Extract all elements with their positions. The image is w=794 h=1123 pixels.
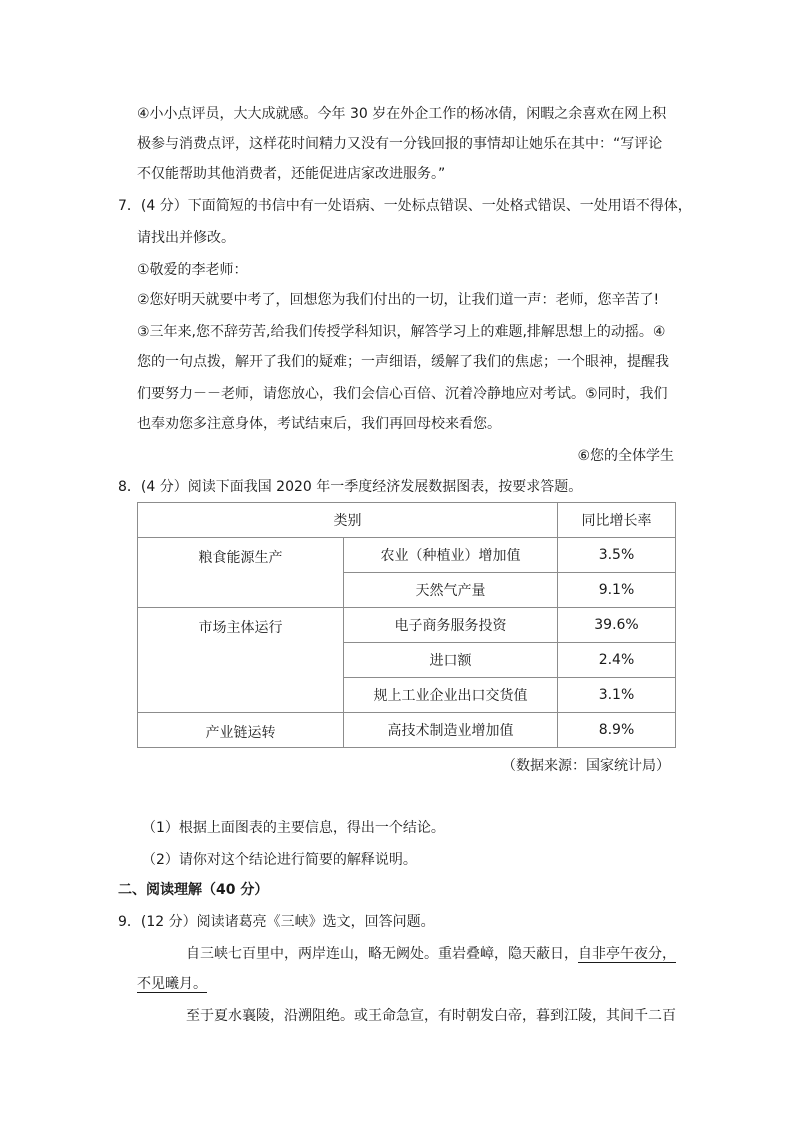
passage-line-1	[186, 944, 676, 964]
table-cell-item: 农业（种植业）增加值	[344, 538, 558, 573]
table-cell-item: 天然气产量	[344, 573, 558, 608]
passage-text: 自三峡七百里中，两岸连山，略无阙处。重岩叠嶂，隐天蔽日，	[186, 946, 578, 962]
table-header-row	[138, 503, 676, 538]
table-row	[138, 538, 676, 573]
group-market-operation: 市场主体运行	[138, 608, 344, 713]
q7-title: 7．(4 分）下面简短的书信中有一处语病、一处标点错误、一处格式错误、一处用语不得体，	[118, 198, 692, 214]
group-industry-chain: 产业链运转	[138, 713, 344, 748]
table-cell-item: 电子商务服务投资	[344, 608, 558, 643]
table-cell-rate: 9.1%	[558, 573, 676, 608]
letter-line-2: ②您好明天就要中考了，回想您为我们付出的一切，让我们道一声：老师，您辛苦了!	[137, 292, 660, 308]
letter-line-3: ③三年来,您不辞劳苦,给我们传授学科知识，解答学习上的难题,排解思想上的动摇。④	[137, 324, 666, 340]
letter-line-4: 您的一句点拨，解开了我们的疑难；一声细语，缓解了我们的焦虑；一个眼神，提醒我	[137, 354, 669, 370]
table-cell-rate: 39.6%	[558, 608, 676, 643]
group-grain-energy: 粮食能源生产	[138, 538, 344, 608]
section-2-title: 二、阅读理解（40 分）	[118, 882, 269, 898]
q7-title-cont: 请找出并修改。	[137, 230, 235, 246]
table-cell-item: 规上工业企业出口交货值	[344, 678, 558, 713]
q8-title: 8．(4 分）阅读下面我国 2020 年一季度经济发展数据图表，按要求答题。	[118, 479, 583, 495]
table-cell-rate: 8.9%	[558, 713, 676, 748]
data-source-note: （数据来源：国家统计局）	[502, 758, 670, 774]
header-growth-rate: 同比增长率	[558, 503, 676, 538]
table-cell-rate: 3.1%	[558, 678, 676, 713]
header-category: 类别	[138, 503, 558, 538]
table-cell-item: 高技术制造业增加值	[344, 713, 558, 748]
q9-title: 9．(12 分）阅读诸葛亮《三峡》选文，回答问题。	[118, 914, 435, 930]
q8-subquestion-1: （1）根据上面图表的主要信息，得出一个结论。	[142, 820, 445, 836]
table-row	[138, 608, 676, 643]
table-cell-item: 进口额	[344, 643, 558, 678]
item4-line-1: ④小小点评员，大大成就感。今年 30 岁在外企工作的杨冰倩，闲暇之余喜欢在网上积	[137, 106, 667, 122]
passage-line-2: 至于夏水襄陵，沿溯阻绝。或王命急宣，有时朝发白帝，暮到江陵，其间千二百	[186, 1008, 676, 1024]
table-cell-rate: 2.4%	[558, 643, 676, 678]
economic-data-table	[137, 502, 676, 748]
table-cell-rate: 3.5%	[558, 538, 676, 573]
table-row	[138, 713, 676, 748]
underlined-sentence: 自非亭午夜分，	[578, 946, 676, 962]
q8-subquestion-2: （2）请你对这个结论进行简要的解释说明。	[142, 852, 417, 868]
letter-line-6: 也奉劝您多注意身体，考试结束后，我们再回母校来看您。	[137, 416, 501, 432]
letter-salutation: ①敬爱的李老师：	[137, 262, 248, 278]
item4-line-3: 不仅能帮助其他消费者，还能促进店家改进服务。”	[137, 166, 446, 182]
item4-line-2: 极参与消费点评，这样花时间精力又没有一分钱回报的事情却让她乐在其中：“写评论	[137, 136, 663, 152]
letter-signature: ⑥您的全体学生	[577, 448, 674, 464]
letter-line-5: 们要努力－－老师，请您放心，我们会信心百倍、沉着冷静地应对考试。⑤同时，我们	[137, 386, 668, 402]
underlined-sentence-cont: 不见曦月。	[137, 976, 207, 992]
